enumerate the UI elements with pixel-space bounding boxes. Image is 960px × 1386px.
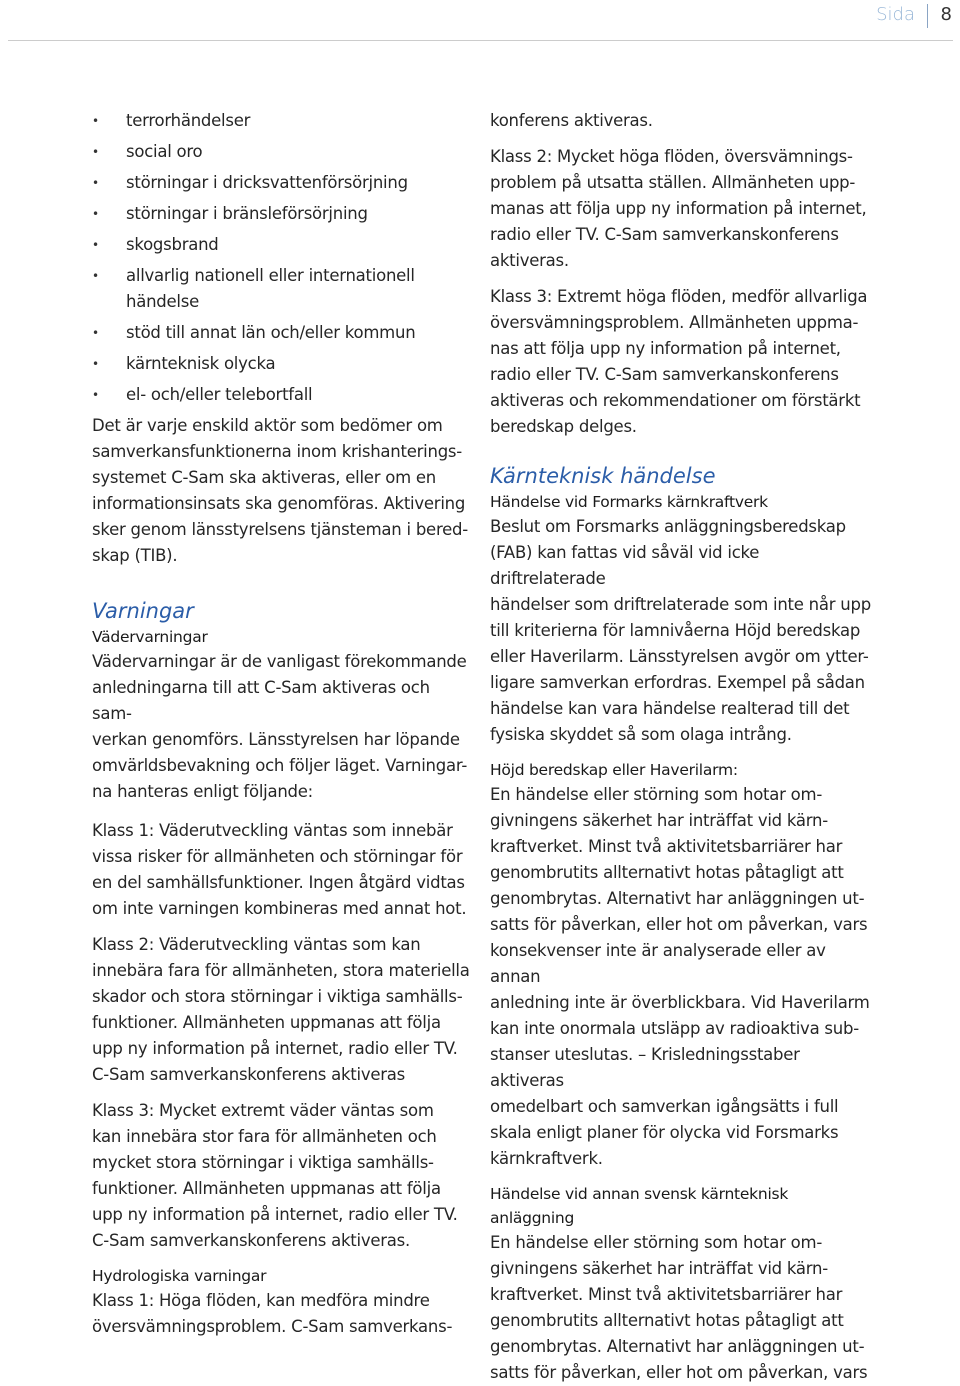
hydro-klass1-paragraph: Klass 1: Höga flöden, kan medföra mindre översvämningsproblem. C-Sam samverkans-: [92, 1291, 453, 1336]
forsmark-paragraph: Beslut om Forsmarks anläggningsberedskap (FAB) kan fattas vid såväl vid icke driftrelaterade händelser som driftrelaterade som inte når upp till kriterierna för lamnivåerna Höjd beredskap eller Haverilarm. Länsstyrelsen avgör om ytter- ligare samverkan erfordras. Exempel på sådan händelse kan vara händelse realterad till det fysiska skyddet så som olaga intrång.: [490, 517, 871, 744]
hydro-klass3-paragraph: Klass 3: Extremt höga flöden, medför allvarliga översvämningsproblem. Allmänheten uppma- nas att följa upp ny information på internet, radio eller TV. C-Sam samverkanskonferens aktiveras och rekommendationer om förstärkt beredskap delges.: [490, 287, 868, 436]
hydrologiska-heading: Hydrologiska varningar: [92, 1267, 267, 1285]
header-rule: [8, 40, 953, 41]
page-label: Sida: [876, 4, 915, 25]
vadervarningar-heading: Vädervarningar: [92, 628, 208, 646]
page-separator: [927, 4, 928, 28]
annan-anlaggning-paragraph: En händelse eller störning som hotar om- givningens säkerhet har inträffat vid kärn- kraftverket. Minst två aktivitetsbarriärer har genombrutits allternativt hotas påtagligt att genombrytas. Alternativt har anläggningen ut- satts för påverkan, eller hot om påverkan, vars: [490, 1233, 868, 1382]
left-column: [92, 108, 472, 1340]
list-item: • terrorhändelser: [92, 108, 472, 134]
bullet-list: [92, 108, 472, 408]
page-header: [760, 0, 960, 30]
continuation-paragraph: konferens aktiveras.: [490, 111, 653, 130]
karnteknisk-heading: Kärnteknisk händelse: [490, 464, 716, 488]
klass1-paragraph: Klass 1: Väderutveckling väntas som innebär vissa risker för allmänheten och störningar för en del samhällsfunktioner. Ingen åtgärd vidtas om inte varningen kombineras med annat hot.: [92, 821, 467, 918]
list-item: • kärnteknisk olycka: [92, 351, 472, 377]
right-column: [490, 108, 875, 1386]
list-item: • störningar i dricksvattenförsörjning: [92, 170, 472, 196]
intro-paragraph: Det är varje enskild aktör som bedömer om samverkansfunktionerna inom krishanterings- systemet C-Sam ska aktiveras, eller om en informationsinsats ska genomföras. Aktivering sker genom länsstyrelsens tjänsteman i bered- skap (TIB).: [92, 416, 468, 565]
vadervarningar-paragraph: Vädervarningar är de vanligast förekommande anledningarna till att C-Sam aktiveras och sam- verkan genomförs. Länsstyrelsen har löpande omvärldsbevakning och följer läget. Varningar- na hanteras enligt följande:: [92, 652, 468, 801]
hojd-beredskap-paragraph: En händelse eller störning som hotar om- givningens säkerhet har inträffat vid kärn- kraftverket. Minst två aktivitetsbarriärer har genombrutits allternativt hotas påtagligt att genombrytas. Alternativt har anläggningen ut- satts för påverkan, eller hot om påverkan, vars konsekvenser inte är analyserade eller av annan anledning inte är överblickbara. Vid Haverilarm kan inte onormala utsläpp av radioaktiva sub- stanser uteslutas. – Krisledningsstaber aktiveras omedelbart och samverkan igångsätts i full skala enligt planer för olycka vid Forsmarks kärnkraftverk.: [490, 785, 870, 1168]
list-item: • störningar i bränsleförsörjning: [92, 201, 472, 227]
annan-anlaggning-heading: Händelse vid annan svensk kärnteknisk anläggning: [490, 1185, 789, 1227]
hojd-beredskap-heading: Höjd beredskap eller Haverilarm:: [490, 761, 738, 779]
list-item: • skogsbrand: [92, 232, 472, 258]
hydro-klass2-paragraph: Klass 2: Mycket höga flöden, översvämnings- problem på utsatta ställen. Allmänheten upp- manas att följa upp ny information på internet, radio eller TV. C-Sam samverkanskonferens aktiveras.: [490, 147, 867, 270]
list-item: • stöd till annat län och/eller kommun: [92, 320, 472, 346]
varningar-heading: Varningar: [92, 599, 194, 623]
list-item: • social oro: [92, 139, 472, 165]
klass2-paragraph: Klass 2: Väderutveckling väntas som kan innebära fara för allmänheten, stora materiella skador och stora störningar i viktiga samhälls- funktioner. Allmänheten uppmanas att följa upp ny information på internet, radio eller TV. C-Sam samverkanskonferens aktiveras: [92, 935, 470, 1084]
page-number: 8: [940, 4, 952, 25]
forsmark-heading: Händelse vid Formarks kärnkraftverk: [490, 493, 768, 511]
klass3-paragraph: Klass 3: Mycket extremt väder väntas som kan innebära stor fara för allmänheten och mycket stora störningar i viktiga samhälls- funktioner. Allmänheten uppmanas att följa upp ny information på internet, radio eller TV. C-Sam samverkanskonferens aktiveras.: [92, 1101, 458, 1250]
list-item: • el- och/eller telebortfall: [92, 382, 472, 408]
list-item: • allvarlig nationell eller internationell händelse: [92, 263, 472, 315]
